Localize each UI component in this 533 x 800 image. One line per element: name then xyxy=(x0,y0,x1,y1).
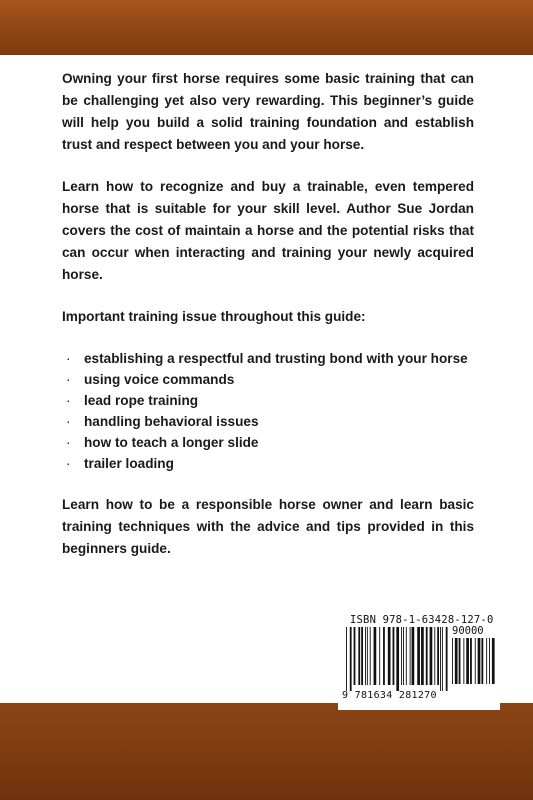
addon-digits: 90000 xyxy=(452,625,484,637)
addon-bars xyxy=(450,638,496,688)
list-heading: Important training issue throughout this guide: xyxy=(62,309,366,324)
barcode-bar xyxy=(401,627,402,685)
back-cover-text xyxy=(62,68,474,560)
barcode-bar xyxy=(410,627,411,685)
barcode-bar xyxy=(374,627,377,685)
list-item: · using voice commands xyxy=(62,369,474,390)
barcode-bar xyxy=(463,638,464,684)
barcode-bar xyxy=(481,638,483,684)
closing-paragraph: Learn how to be a responsible horse owner and learn basic training techniques with the advice and tips provided in this beginners guide. xyxy=(62,497,474,556)
barcode-bar xyxy=(346,627,347,691)
barcode-bar xyxy=(492,638,495,684)
list-item: · trailer loading xyxy=(62,453,474,474)
bullet-marker: · xyxy=(66,435,71,450)
list-item: · how to teach a longer slide xyxy=(62,432,474,453)
barcode-bar xyxy=(442,627,443,691)
barcode-bar xyxy=(475,638,476,684)
barcode-digits: 9 781634 281270 xyxy=(342,690,437,701)
bottom-color-band xyxy=(0,703,533,800)
barcode-bar xyxy=(379,627,380,685)
bullet-marker: · xyxy=(66,414,71,429)
intro-paragraph: Owning your first horse requires some basic training that can be challenging yet also very rewarding. This beginner’s guide will help you build a solid training foundation and establish trust and respect between you and your horse. xyxy=(62,71,474,152)
barcode-bar xyxy=(430,627,433,685)
barcode-bar xyxy=(426,627,428,685)
barcode-bar xyxy=(350,627,352,691)
ean13-bars xyxy=(344,627,448,691)
barcode-bar xyxy=(383,627,385,685)
barcode-bar xyxy=(388,627,391,685)
barcode-bar xyxy=(486,638,487,684)
barcode-bar xyxy=(417,627,420,685)
barcode-bar xyxy=(412,627,415,685)
barcode-bar xyxy=(403,627,404,685)
barcode-bar xyxy=(452,638,453,684)
isbn-barcode xyxy=(338,612,500,710)
barcode-bar xyxy=(367,627,368,685)
barcode-bar xyxy=(421,627,424,685)
top-color-band xyxy=(0,0,533,55)
barcode-bar xyxy=(370,627,371,685)
barcode-bar xyxy=(478,638,481,684)
list-item: · handling behavioral issues xyxy=(62,411,474,432)
description-paragraph: Learn how to recognize and buy a trainable, even tempered horse that is suitable for your skill level. Author Sue Jordan covers the cost of maintain a horse and the potential risks that can occur when interacting and training your newly acquired horse. xyxy=(62,179,474,282)
barcode-bar xyxy=(434,627,435,685)
barcode-bar xyxy=(358,627,360,685)
isbn-label: ISBN 978-1-63428-127-0 xyxy=(350,614,494,626)
barcode-bar xyxy=(406,627,407,685)
barcode-bar xyxy=(361,627,363,685)
list-item: · lead rope training xyxy=(62,390,474,411)
barcode-bar xyxy=(365,627,366,685)
barcode-bar xyxy=(393,627,395,685)
barcode-bar xyxy=(440,627,441,691)
bullet-marker: · xyxy=(66,456,71,471)
barcode-bar xyxy=(455,638,458,684)
barcode-bar xyxy=(437,627,439,685)
barcode-bar xyxy=(470,638,472,684)
barcode-bar xyxy=(354,627,356,685)
barcode-bar xyxy=(489,638,490,684)
bullet-marker: · xyxy=(66,393,71,408)
barcode-bar xyxy=(396,627,399,691)
barcode-bar xyxy=(446,627,448,691)
barcode-bar xyxy=(459,638,461,684)
bullet-marker: · xyxy=(66,372,71,387)
training-topics-list xyxy=(62,348,474,474)
barcode-bar xyxy=(466,638,469,684)
list-item: · establishing a respectful and trusting bond with your horse xyxy=(62,348,474,369)
bullet-marker: · xyxy=(66,351,71,366)
